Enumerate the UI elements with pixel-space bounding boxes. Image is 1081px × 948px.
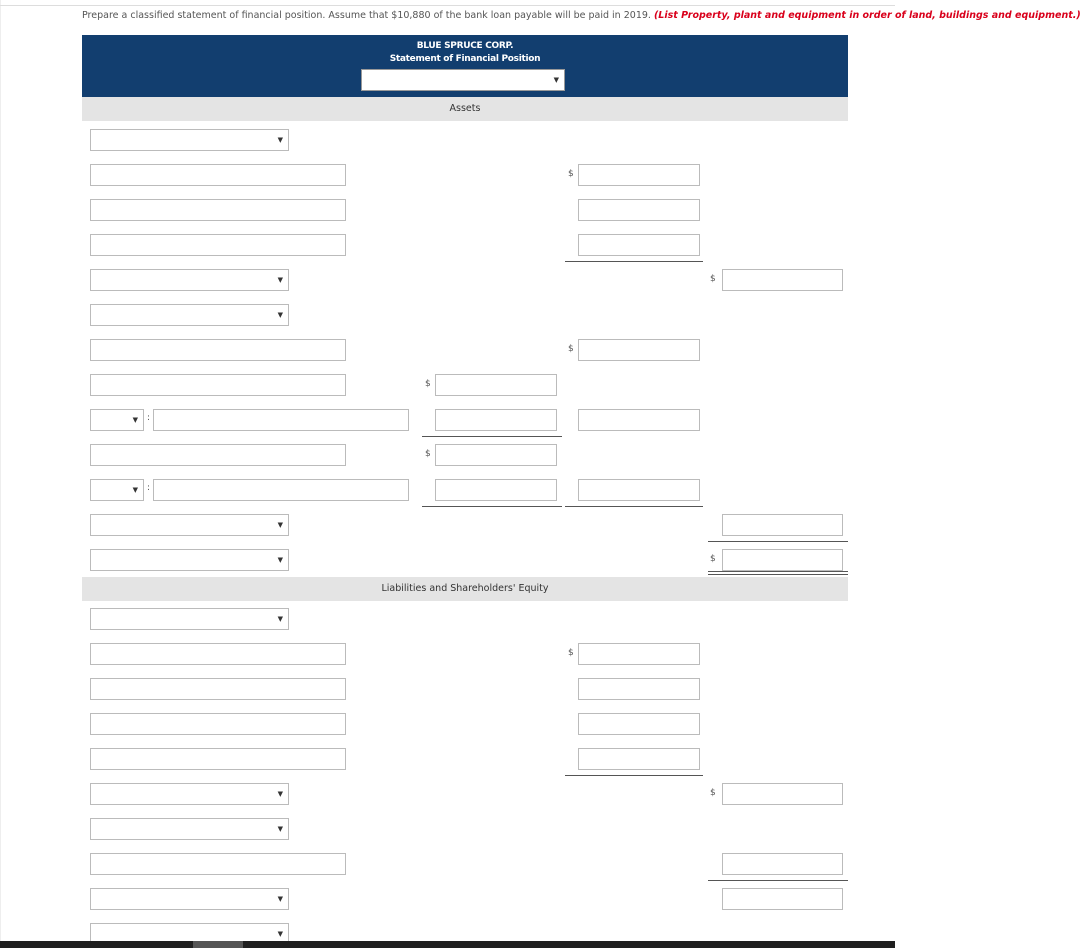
asset-adjustment-input[interactable] — [153, 409, 409, 431]
adjustment-select[interactable] — [90, 409, 144, 431]
subtotal-rule — [565, 506, 703, 507]
liabilities-section-header: Liabilities and Shareholders' Equity — [82, 577, 848, 601]
liability-account-input[interactable] — [90, 643, 346, 665]
asset-account-input[interactable] — [90, 444, 346, 466]
liability-total-input[interactable] — [722, 783, 843, 805]
instructions-text: Prepare a classified statement of financial position. Assume that $10,880 of the bank loan payable will be paid in 2019. — [82, 10, 654, 21]
subtotal-rule — [565, 775, 703, 776]
liability-category-select[interactable] — [90, 818, 289, 840]
asset-category-select[interactable] — [90, 129, 289, 151]
asset-net-input[interactable] — [578, 409, 700, 431]
chevron-down-icon: ▼ — [277, 790, 283, 798]
asset-account-input[interactable] — [90, 234, 346, 256]
chevron-down-icon: ▼ — [277, 825, 283, 833]
double-underline — [708, 571, 848, 575]
total-assets-label-select[interactable] — [90, 549, 289, 571]
liability-category-select[interactable] — [90, 608, 289, 630]
liability-amount-input[interactable] — [578, 678, 700, 700]
subtotal-rule — [422, 506, 562, 507]
liability-amount-input[interactable] — [578, 643, 700, 665]
subtotal-rule — [708, 880, 848, 881]
asset-account-input[interactable] — [90, 164, 346, 186]
asset-amount-input[interactable] — [578, 234, 700, 256]
asset-total-input[interactable] — [722, 269, 843, 291]
chevron-down-icon: ▼ — [277, 895, 283, 903]
asset-total-label-select[interactable] — [90, 514, 289, 536]
subtotal-rule — [708, 541, 848, 542]
instructions — [82, 9, 1081, 23]
date-select[interactable] — [361, 69, 565, 91]
asset-account-input[interactable] — [90, 199, 346, 221]
statement-header — [82, 35, 848, 97]
adjustment-select[interactable] — [90, 479, 144, 501]
liability-total-input[interactable] — [722, 853, 843, 875]
chevron-down-icon: ▼ — [277, 521, 283, 529]
chevron-down-icon: ▼ — [132, 416, 138, 424]
statement-title: Statement of Financial Position — [389, 54, 541, 64]
total-assets-input[interactable] — [722, 549, 843, 571]
dollar-sign: $ — [710, 788, 716, 798]
company-name: BLUE SPRUCE CORP. — [416, 41, 514, 51]
asset-amount-input[interactable] — [578, 199, 700, 221]
scrollbar-thumb[interactable] — [193, 941, 243, 948]
subtotal-rule — [565, 261, 703, 262]
asset-cost-input[interactable] — [435, 374, 557, 396]
asset-category-select[interactable] — [90, 304, 289, 326]
subtotal-rule — [422, 436, 562, 437]
dollar-sign: $ — [425, 379, 431, 389]
liability-account-input[interactable] — [90, 748, 346, 770]
asset-account-input[interactable] — [90, 339, 346, 361]
colon-separator: : — [147, 413, 151, 423]
top-divider — [0, 5, 895, 6]
asset-net-input[interactable] — [578, 479, 700, 501]
chevron-down-icon: ▼ — [277, 311, 283, 319]
liability-amount-input[interactable] — [578, 713, 700, 735]
asset-amount-input[interactable] — [578, 339, 700, 361]
asset-adjustment-amount-input[interactable] — [435, 409, 557, 431]
asset-adjustment-input[interactable] — [153, 479, 409, 501]
liability-amount-input[interactable] — [578, 748, 700, 770]
chevron-down-icon: ▼ — [132, 486, 138, 494]
instructions-note: (List Property, plant and equipment in order of land, buildings and equipment.) — [653, 10, 1081, 21]
chevron-down-icon: ▼ — [553, 76, 559, 84]
asset-total-input[interactable] — [722, 514, 843, 536]
asset-adjustment-amount-input[interactable] — [435, 479, 557, 501]
dollar-sign: $ — [710, 274, 716, 284]
liability-total-input[interactable] — [722, 888, 843, 910]
chevron-down-icon: ▼ — [277, 276, 283, 284]
chevron-down-icon: ▼ — [277, 136, 283, 144]
liability-total-label-select[interactable] — [90, 888, 289, 910]
liability-account-input[interactable] — [90, 678, 346, 700]
dollar-sign: $ — [425, 449, 431, 459]
liability-total-label-select[interactable] — [90, 783, 289, 805]
asset-amount-input[interactable] — [578, 164, 700, 186]
chevron-down-icon: ▼ — [277, 556, 283, 564]
assets-section-header: Assets — [82, 97, 848, 121]
dollar-sign: $ — [710, 554, 716, 564]
chevron-down-icon: ▼ — [277, 615, 283, 623]
liability-account-input[interactable] — [90, 853, 346, 875]
asset-cost-input[interactable] — [435, 444, 557, 466]
dollar-sign: $ — [568, 344, 574, 354]
dollar-sign: $ — [568, 648, 574, 658]
left-border — [0, 0, 1, 948]
asset-account-input[interactable] — [90, 374, 346, 396]
dollar-sign: $ — [568, 169, 574, 179]
asset-total-label-select[interactable] — [90, 269, 289, 291]
colon-separator: : — [147, 483, 151, 493]
horizontal-scrollbar[interactable] — [0, 941, 895, 948]
liability-account-input[interactable] — [90, 713, 346, 735]
chevron-down-icon: ▼ — [277, 930, 283, 938]
